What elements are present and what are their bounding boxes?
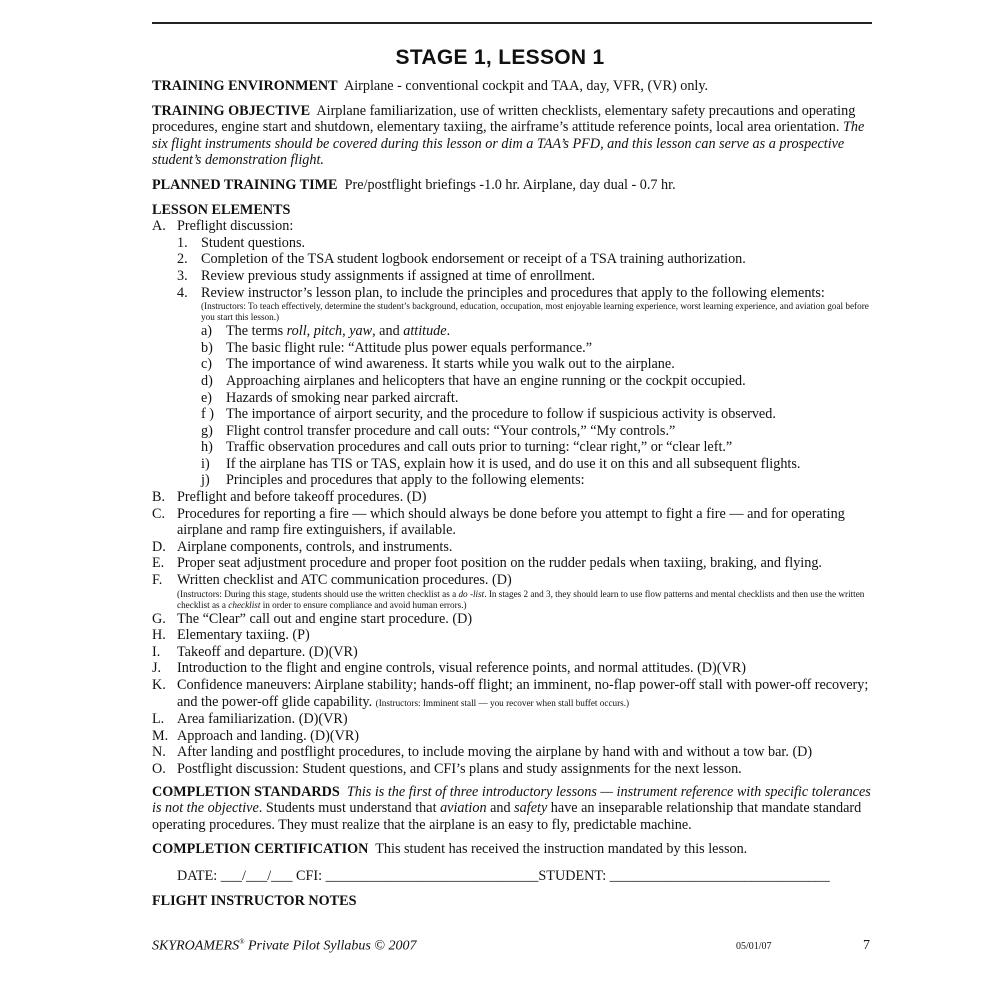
list-marker: O. bbox=[152, 760, 166, 777]
list-marker: K. bbox=[152, 677, 166, 693]
section-label: TRAINING ENVIRONMENT bbox=[152, 78, 338, 94]
list-item-text: Area familiarization. (D)(VR) bbox=[177, 711, 348, 728]
term-attitude: attitude bbox=[403, 323, 447, 340]
list-marker: D. bbox=[152, 538, 166, 555]
list-item bbox=[152, 423, 872, 440]
list-item-text: The “Clear” call out and engine start procedure. (D) bbox=[177, 610, 473, 627]
registered-mark: ® bbox=[239, 938, 245, 946]
list-item bbox=[152, 572, 872, 611]
list-item-text: If the airplane has TIS or TAS, explain how it is used, and do use it on this and all subsequent flights. bbox=[226, 455, 801, 472]
list-item-text: The importance of airport security, and the procedure to follow if suspicious activity is observed. bbox=[226, 406, 776, 423]
list-marker: j) bbox=[201, 472, 210, 489]
list-marker: 2. bbox=[177, 251, 188, 268]
list-item-text: Student questions. bbox=[201, 234, 306, 251]
list-item-text: Written checklist and ATC communication procedures. (D) bbox=[177, 572, 512, 589]
list-item bbox=[152, 711, 872, 728]
list-item bbox=[152, 555, 872, 572]
completion-certification bbox=[152, 841, 872, 858]
list-marker: g) bbox=[201, 422, 213, 439]
list-marker: L. bbox=[152, 711, 165, 728]
section-label: TRAINING OBJECTIVE bbox=[152, 102, 311, 119]
list-item-text: Postflight discussion: Student questions, and CFI’s plans and study assignments for the next lesson. bbox=[177, 760, 742, 777]
list-marker: N. bbox=[152, 744, 166, 761]
list-item-text: Airplane components, controls, and instruments. bbox=[177, 538, 453, 555]
signature-line: DATE: ___/___/___ CFI: ______________________________STUDENT: _______________________________ bbox=[177, 867, 830, 884]
subitems-list bbox=[152, 340, 872, 489]
completion-standards bbox=[152, 784, 872, 834]
term-aviation: aviation bbox=[440, 800, 487, 817]
instructor-note bbox=[177, 589, 872, 611]
list-item bbox=[152, 744, 872, 761]
list-item bbox=[152, 340, 872, 357]
planned-training-time bbox=[152, 177, 872, 194]
list-item-text: Preflight discussion: bbox=[177, 218, 294, 235]
list-item-text: Procedures for reporting a fire — which should always be done before you attempt to fight a fire — and for operating airplane and ramp fire extinguishers, if available. bbox=[177, 505, 845, 539]
list-item-text: The terms bbox=[226, 323, 284, 340]
list-item bbox=[152, 472, 872, 489]
list-marker: F. bbox=[152, 572, 163, 589]
lesson-elements bbox=[152, 202, 872, 778]
list-item bbox=[152, 644, 872, 661]
lesson-content bbox=[152, 78, 872, 909]
list-item-text: Approaching airplanes and helicopters that have an engine running or the cockpit occupied. bbox=[226, 372, 746, 389]
list-item bbox=[152, 285, 872, 324]
list-item bbox=[152, 356, 872, 373]
list-item bbox=[152, 439, 872, 456]
list-item-text: Preflight and before takeoff procedures. (D) bbox=[177, 489, 427, 506]
list-marker: 3. bbox=[177, 267, 188, 284]
list-item bbox=[152, 268, 872, 285]
list-marker: G. bbox=[152, 610, 166, 627]
term-yaw: yaw bbox=[349, 323, 373, 340]
page-number: 7 bbox=[863, 938, 870, 953]
list-item bbox=[152, 373, 872, 390]
list-item-text: Flight control transfer procedure and call outs: “Your controls,” “My controls.” bbox=[226, 422, 676, 439]
top-rule bbox=[152, 22, 872, 24]
section-text: have an inseparable relationship that mandate standard operating procedures. They must realize that the airplane is an easy to fly, predictable machine. bbox=[152, 800, 862, 833]
list-item-text: Principles and procedures that apply to the following elements: bbox=[226, 472, 585, 489]
list-marker: B. bbox=[152, 489, 166, 506]
publisher-rest: Private Pilot Syllabus © 2007 bbox=[244, 938, 417, 954]
section-label: COMPLETION STANDARDS bbox=[152, 783, 340, 800]
list-item-text: The importance of wind awareness. It starts while you walk out to the airplane. bbox=[226, 356, 675, 373]
list-item-text: After landing and postflight procedures, to include moving the airplane by hand with and without a tow bar. (D) bbox=[177, 744, 813, 761]
section-text: and bbox=[490, 800, 511, 817]
list-marker: M. bbox=[152, 727, 169, 744]
comma: , bbox=[342, 323, 346, 340]
list-item-text: Completion of the TSA student logbook endorsement or receipt of a TSA training authorization. bbox=[201, 251, 746, 268]
list-item-text: Hazards of smoking near parked aircraft. bbox=[226, 389, 459, 406]
instructor-note: (Instructors: To teach effectively, determine the student’s background, education, occupation, most enjoyable learning experience, worst learning experience, and aviation goal before you start this lesson.) bbox=[201, 301, 869, 323]
note-do-list: do -list bbox=[458, 588, 485, 599]
list-item-text: Confidence maneuvers: Airplane stability; hands-off flight; an imminent, no-flap power-off stall with power-off recovery; and the power-off glide capability. bbox=[177, 677, 869, 710]
page-title: STAGE 1, LESSON 1 bbox=[395, 46, 605, 69]
list-item bbox=[152, 323, 872, 340]
section-text: Airplane - conventional cockpit and TAA, day, VFR, (VR) only. bbox=[343, 78, 709, 94]
list-marker: i) bbox=[201, 455, 210, 472]
list-item-text: Takeoff and departure. (D)(VR) bbox=[177, 643, 358, 660]
list-item bbox=[152, 677, 872, 711]
period: . bbox=[446, 323, 451, 340]
term-safety: safety bbox=[514, 800, 548, 817]
list-item bbox=[152, 728, 872, 745]
list-item-text: Review previous study assignments if assigned at time of enrollment. bbox=[201, 267, 596, 284]
list-item-text: Review instructor’s lesson plan, to include the principles and procedures that apply to the following elements: bbox=[201, 284, 825, 301]
section-text: Pre/postflight briefings -1.0 hr. Airplane, day dual - 0.7 hr. bbox=[344, 176, 676, 193]
list-item bbox=[152, 539, 872, 556]
term-roll: roll bbox=[286, 323, 307, 340]
list-item-text: Proper seat adjustment procedure and proper foot position on the rudder pedals when taxiing, braking, and flying. bbox=[177, 555, 822, 572]
list-item-text: Elementary taxiing. (P) bbox=[177, 627, 310, 644]
list-marker: 1. bbox=[177, 234, 188, 251]
section-italic-text: The six flight instruments should be covered during this lesson or dim a TAA’s PFD, and this lesson can serve as a prospective student’s demonstration flight. bbox=[152, 119, 865, 169]
list-item bbox=[152, 406, 872, 423]
list-marker: h) bbox=[201, 439, 213, 456]
list-item bbox=[152, 218, 872, 235]
list-item bbox=[152, 390, 872, 407]
list-marker: H. bbox=[152, 627, 166, 644]
note-checklist: checklist bbox=[228, 599, 261, 610]
list-marker: e) bbox=[201, 389, 213, 406]
list-item bbox=[152, 660, 872, 677]
section-text: Airplane familiarization, use of written checklists, elementary safety precautions and operating procedures, engine start and shutdown, elementary taxiing, the airframe’s attitude reference points, local area orientation. bbox=[152, 102, 856, 136]
list-marker: 4. bbox=[177, 284, 188, 301]
instructor-note: (Instructors: Imminent stall — you recover when stall buffet occurs.) bbox=[375, 697, 630, 708]
training-objective bbox=[152, 103, 872, 169]
list-marker: c) bbox=[201, 356, 213, 373]
comma: , bbox=[306, 323, 311, 340]
and-text: , and bbox=[372, 323, 400, 340]
note-text: (Instructors: During this stage, students should use the written checklist as a bbox=[177, 588, 457, 599]
footer-publisher bbox=[152, 938, 416, 955]
list-item bbox=[152, 251, 872, 268]
section-text: This student has received the instruction mandated by this lesson. bbox=[375, 841, 748, 858]
note-text: in order to ensure compliance and avoid human errors.) bbox=[262, 599, 467, 610]
publisher-name: SKYROAMERS bbox=[152, 938, 240, 954]
list-marker: b) bbox=[201, 339, 213, 356]
list-marker: A. bbox=[152, 218, 166, 235]
list-marker: J. bbox=[152, 660, 162, 677]
section-label: PLANNED TRAINING TIME bbox=[152, 176, 338, 193]
list-marker: f ) bbox=[201, 406, 214, 423]
footer-date: 05/01/07 bbox=[736, 941, 772, 952]
list-item bbox=[152, 627, 872, 644]
section-label: COMPLETION CERTIFICATION bbox=[152, 841, 369, 858]
list-item-text: Traffic observation procedures and call outs prior to turning: “clear right,” or “clear left.” bbox=[226, 439, 733, 456]
list-item-text: Introduction to the flight and engine controls, visual reference points, and normal attitudes. (D)(VR) bbox=[177, 660, 746, 677]
list-item bbox=[152, 611, 872, 628]
list-marker: a) bbox=[201, 323, 213, 340]
list-item bbox=[152, 761, 872, 778]
list-item bbox=[152, 489, 872, 506]
list-item bbox=[152, 506, 872, 539]
section-italic-text: This is the first of three introductory lessons — instrument reference with specific tolerances is not the objective bbox=[152, 783, 871, 817]
list-item-text: Approach and landing. (D)(VR) bbox=[177, 727, 360, 744]
list-item bbox=[152, 235, 872, 252]
note-text: . In stages 2 and 3, they should learn to use flow patterns and mental checklists and then use the written checklist as a bbox=[177, 588, 865, 610]
list-marker: C. bbox=[152, 505, 166, 522]
list-marker: I. bbox=[152, 643, 161, 660]
lesson-elements-heading: LESSON ELEMENTS bbox=[152, 201, 291, 218]
list-item-text: The basic flight rule: “Attitude plus power equals performance.” bbox=[226, 339, 592, 356]
list-item bbox=[152, 456, 872, 473]
list-marker: E. bbox=[152, 555, 165, 572]
section-text: . Students must understand that bbox=[258, 800, 437, 817]
term-pitch: pitch bbox=[313, 323, 343, 340]
flight-instructor-notes-heading: FLIGHT INSTRUCTOR NOTES bbox=[152, 892, 357, 909]
list-marker: d) bbox=[201, 372, 213, 389]
training-environment bbox=[152, 78, 872, 95]
